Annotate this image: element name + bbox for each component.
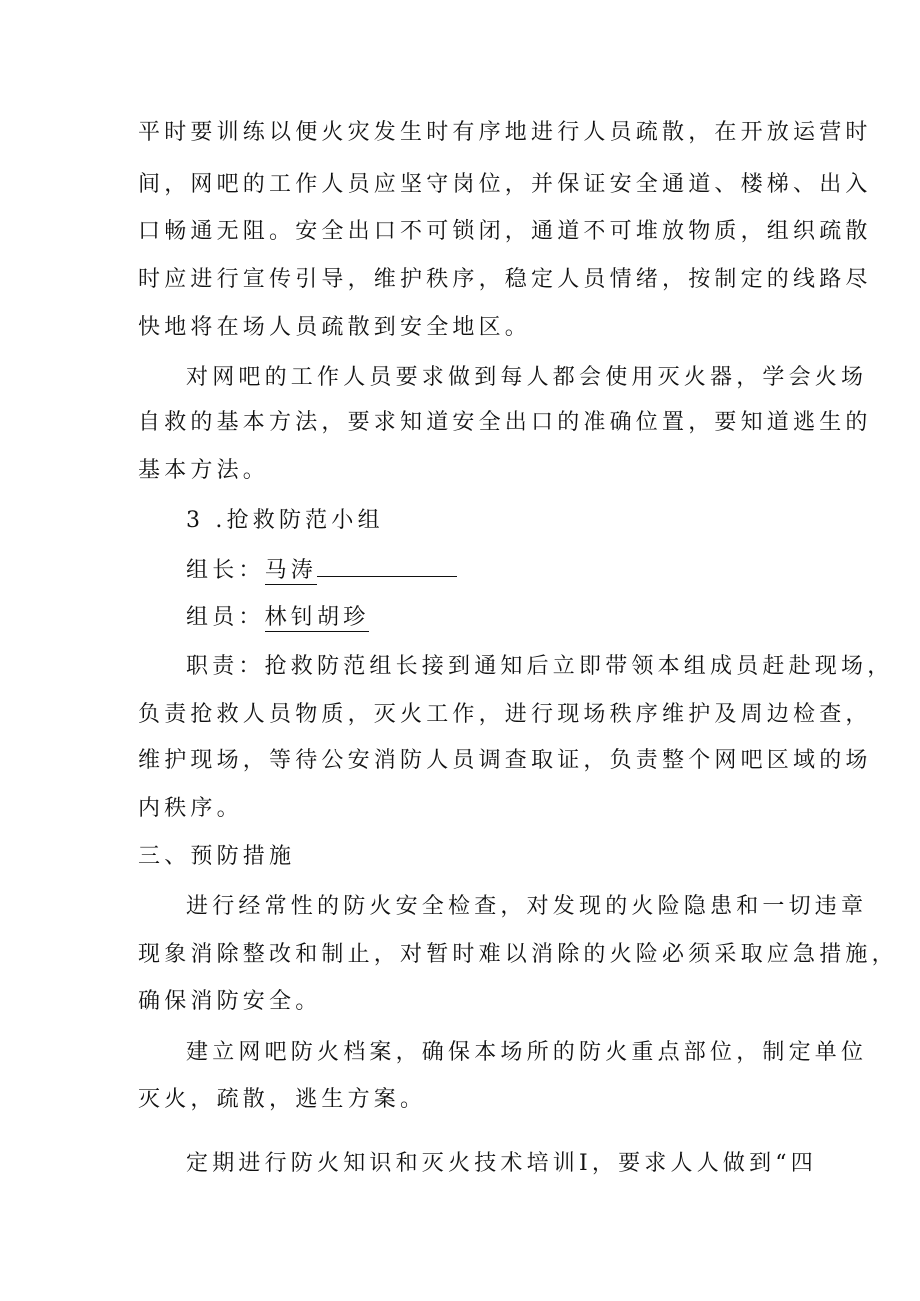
- part-heading: 三、预防措施: [138, 844, 296, 869]
- paragraph-line: 平时要训练以便火灾发生时有序地进行人员疏散，在开放运营时: [138, 120, 872, 145]
- paragraph-line: 建立网吧防火档案，确保本场所的防火重点部位，制定单位: [186, 1040, 868, 1065]
- leader-name: 马涛: [264, 558, 318, 583]
- paragraph-line: 口畅通无阻。安全出口不可锁闭，通道不可堆放物质，组织疏散: [138, 219, 872, 244]
- duty-line: 职责：抢救防范组长接到通知后立即带领本组成员赶赴现场，: [186, 654, 894, 679]
- paragraph-line: 灭火，疏散，逃生方案。: [138, 1087, 427, 1112]
- duty-line: 内秩序。: [138, 796, 243, 821]
- duty-line: 维护现场，等待公安消防人员调查取证，负责整个网吧区域的场: [138, 748, 872, 773]
- paragraph-line: 定期进行防火知识和灭火技术培训I，要求人人做到“四: [186, 1151, 817, 1176]
- members-names: 林钊胡珍: [264, 605, 370, 630]
- members-row: [186, 603, 369, 633]
- paragraph-line: 进行经常性的防火安全检查，对发现的火险隐患和一切违章: [186, 894, 868, 919]
- members-label: 组员：: [186, 605, 265, 630]
- duty-line: 负责抢救人员物质，灭火工作，进行现场秩序维护及周边检查，: [138, 702, 872, 727]
- blank-underline: [317, 554, 457, 577]
- leader-row: [186, 554, 457, 586]
- leader-label: 组长：: [186, 558, 265, 583]
- paragraph-line: 自救的基本方法，要求知道安全出口的准确位置，要知道逃生的: [138, 410, 872, 435]
- paragraph-line: 时应进行宣传引导，维护秩序，稳定人员情绪，按制定的线路尽: [138, 267, 872, 292]
- paragraph-line: 间，网吧的工作人员应坚守岗位，并保证安全通道、楼梯、出入: [138, 172, 872, 197]
- paragraph-line: 对网吧的工作人员要求做到每人都会使用灭火器，学会火场: [186, 365, 868, 390]
- section-title: 3 .抢救防范小组: [186, 508, 384, 533]
- paragraph-line: 确保消防安全。: [138, 989, 322, 1014]
- paragraph-line: 快地将在场人员疏散到安全地区。: [138, 315, 532, 340]
- paragraph-line: 现象消除整改和制止，对暂时难以消除的火险必须采取应急措施，: [138, 942, 898, 967]
- paragraph-line: 基本方法。: [138, 458, 270, 483]
